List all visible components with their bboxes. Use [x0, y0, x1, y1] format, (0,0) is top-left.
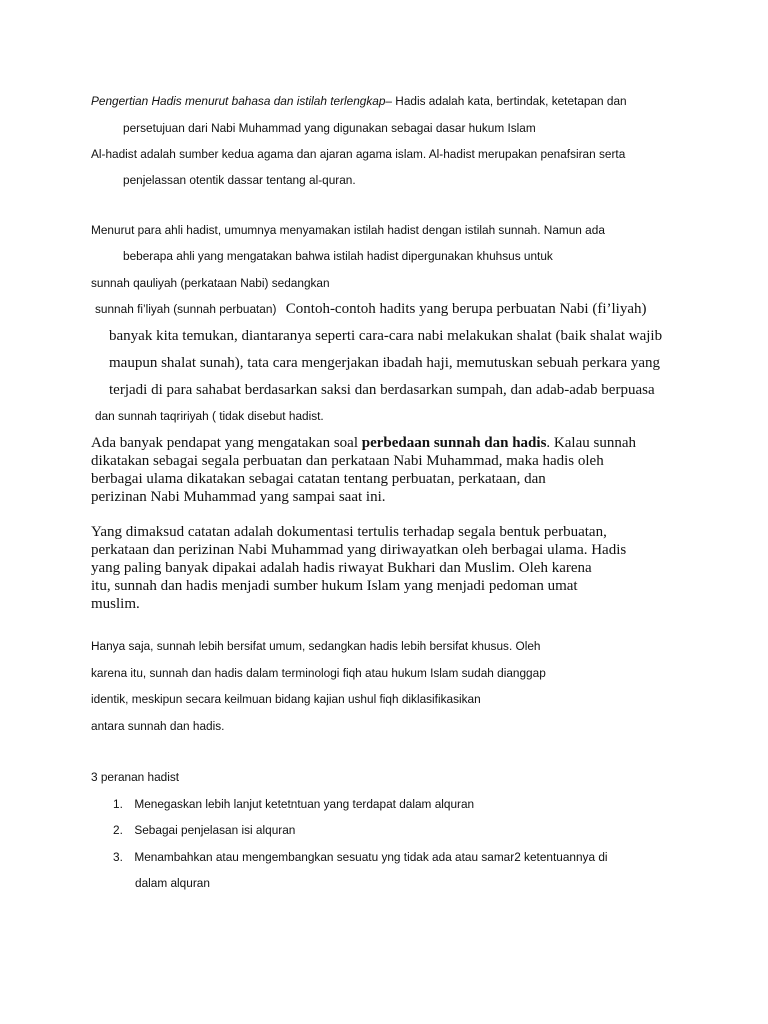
- list-item-text: Menegaskan lebih lanjut ketetntuan yang terdapat dalam alquran: [134, 797, 475, 811]
- list-item-continuation: dalam alquran: [135, 876, 210, 890]
- para2-line-8: dan sunnah taqririyah ( tidak disebut hadist.: [95, 409, 324, 423]
- intro-line-2: persetujuan dari Nabi Muhammad yang digunakan sebagai dasar hukum Islam: [123, 121, 536, 135]
- para5-line-4: antara sunnah dan hadis.: [91, 719, 225, 733]
- list-item-text: Menambahkan atau mengembangkan sesuatu yng tidak ada atau samar2 ketentuannya di: [134, 850, 608, 864]
- para3-line-4: perizinan Nabi Muhammad yang sampai saat ini.: [91, 489, 386, 505]
- para2-line-2: beberapa ahli yang mengatakan bahwa istilah hadist dipergunakan khuhsus untuk: [123, 249, 553, 263]
- list-item-text: Sebagai penjelasan isi alquran: [134, 823, 296, 837]
- para4-line-3: yang paling banyak dipakai adalah hadis riwayat Bukhari dan Muslim. Oleh karena: [91, 560, 592, 576]
- para3-bold-phrase: perbedaan sunnah dan hadis: [361, 435, 547, 451]
- para5-line-3: identik, meskipun secara keilmuan bidang kajian ushul fiqh diklasifikasikan: [91, 692, 481, 706]
- list-item-number: 1.: [113, 797, 123, 811]
- para5-line-2: karena itu, sunnah dan hadis dalam terminologi fiqh atau hukum Islam sudah dianggap: [91, 666, 546, 680]
- para2-line-4-sans: sunnah fi’liyah (sunnah perbuatan): [95, 302, 277, 316]
- para3-line-1: [91, 435, 636, 452]
- para3-line-1-pre: Ada banyak pendapat yang mengatakan soal: [91, 435, 362, 451]
- intro-dash: –: [385, 94, 393, 108]
- para2-line-6: maupun shalat sunah), tata cara mengerjakan ibadah haji, memutuskan sebuah perkara yang: [109, 355, 661, 371]
- intro-line-3: Al-hadist adalah sumber kedua agama dan ajaran agama islam. Al-hadist merupakan penafsiran serta: [91, 147, 626, 161]
- para4-line-4: itu, sunnah dan hadis menjadi sumber hukum Islam yang menjadi pedoman umat: [91, 578, 578, 594]
- para2-line-3: sunnah qauliyah (perkataan Nabi) sedangkan: [91, 276, 330, 290]
- para2-line-7: terjadi di para sahabat berdasarkan saksi dan berdasarkan sumpah, dan adab-adab berpuasa: [109, 382, 655, 398]
- intro-line-1: [91, 94, 627, 108]
- list-item: [113, 797, 474, 811]
- para2-line-5: banyak kita temukan, diantaranya seperti cara-cara nabi melakukan shalat (baik shalat wajib: [109, 328, 663, 344]
- para2-line-4-serif: Contoh-contoh hadits yang berupa perbuatan Nabi (fi’liyah): [282, 301, 647, 317]
- para3-line-1-post: . Kalau sunnah: [546, 435, 636, 451]
- para5-line-1: Hanya saja, sunnah lebih bersifat umum, sedangkan hadis lebih bersifat khusus. Oleh: [91, 639, 541, 653]
- para2-line-1: Menurut para ahli hadist, umumnya menyamakan istilah hadist dengan istilah sunnah. Namun ada: [91, 223, 605, 237]
- para4-line-2: perkataan dan perizinan Nabi Muhammad yang diriwayatkan oleh berbagai ulama. Hadis: [91, 542, 627, 558]
- intro-line-4: penjelassan otentik dassar tentang al-quran.: [123, 173, 356, 187]
- list-item-number: 3.: [113, 850, 123, 864]
- para3-line-3: berbagai ulama dikatakan sebagai catatan tentang perbuatan, perkataan, dan: [91, 471, 546, 487]
- list-item: [113, 850, 608, 864]
- intro-title: Pengertian Hadis menurut bahasa dan istilah terlengkap: [91, 94, 386, 108]
- para4-line-5: muslim.: [91, 596, 140, 612]
- list-item-number: 2.: [113, 823, 123, 837]
- para2-line-4: [95, 300, 647, 318]
- list-heading: 3 peranan hadist: [91, 770, 180, 784]
- para4-line-1: Yang dimaksud catatan adalah dokumentasi tertulis terhadap segala bentuk perbuatan,: [91, 524, 607, 540]
- para3-line-2: dikatakan sebagai segala perbuatan dan perkataan Nabi Muhammad, maka hadis oleh: [91, 453, 604, 469]
- list-item: [113, 823, 295, 837]
- intro-title-rest: Hadis adalah kata, bertindak, ketetapan dan: [392, 94, 627, 108]
